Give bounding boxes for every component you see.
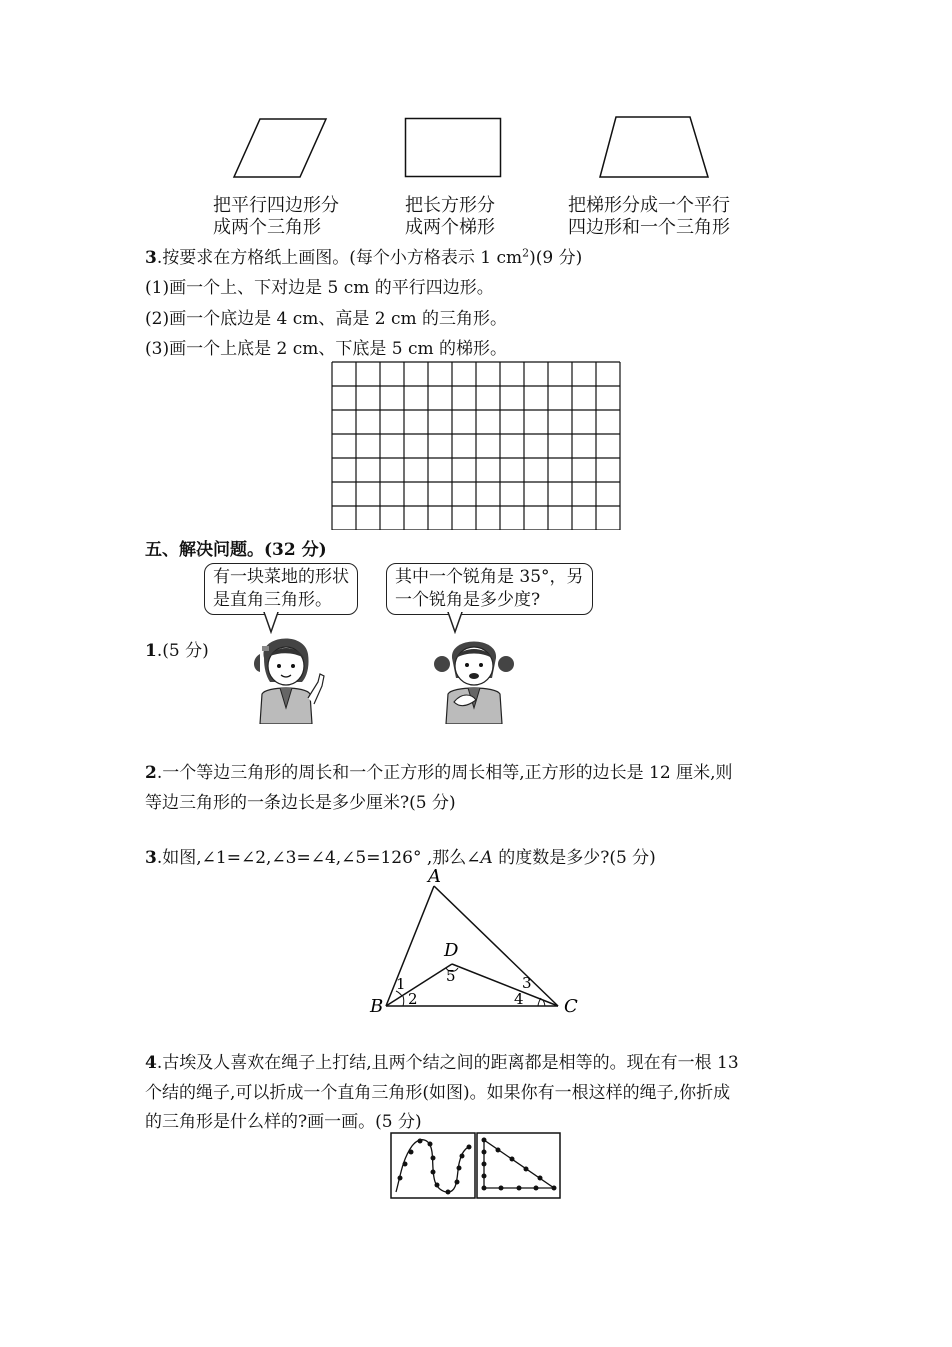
parallelogram-figure [232, 117, 328, 179]
q3-heading: 3.按要求在方格纸上画图。(每个小方格表示 1 $cm^2)(9$ 分) [145, 246, 583, 268]
trapezoid-figure [598, 115, 710, 179]
angle-label-4: 4 [514, 990, 524, 1008]
speech-bubble-right: 其中一个锐角是 35°，另 一个锐角是多少度? [386, 563, 593, 615]
vertex-label-c: C [564, 996, 578, 1017]
vertex-label-d: D [444, 940, 459, 961]
girl-asking-illustration [432, 628, 516, 724]
q3-item-1: (1)画一个上、下对边是 5 cm 的平行四边形。 [145, 278, 494, 298]
q3-item-3: (3)画一个上底是 2 cm、下底是 5 cm 的梯形。 [145, 339, 508, 359]
angle-label-5: 5 [446, 967, 456, 985]
parallelogram-caption: 把平行四边形分 成两个三角形 [213, 195, 339, 238]
square-grid-paper[interactable] [331, 361, 621, 530]
p3-heading: 3.如图,∠1=∠2,∠3=∠4,∠5=126° ,那么∠A 的度数是多少?(5 分) [145, 848, 656, 868]
p1-heading: 1.(5 分) [145, 641, 209, 661]
section5-title: 五、解决问题。(32 分) [145, 540, 327, 560]
knotted-rope-figure [390, 1132, 562, 1200]
rectangle-caption: 把长方形分 成两个梯形 [405, 195, 495, 238]
angle-label-3: 3 [522, 974, 532, 992]
girl-pointing-illustration [248, 628, 326, 724]
angle-label-2: 2 [408, 990, 418, 1008]
triangle-abc-diagram [362, 864, 592, 1020]
rectangle-figure [404, 117, 502, 179]
vertex-label-b: B [370, 996, 384, 1017]
angle-label-1: 1 [396, 975, 406, 993]
p4-line-3: 的三角形是什么样的?画一画。(5 分) [145, 1112, 422, 1132]
speech-bubble-left: 有一块菜地的形状 是直角三角形。 [204, 563, 358, 615]
vertex-label-a: A [428, 866, 441, 887]
q3-item-2: (2)画一个底边是 4 cm、高是 2 cm 的三角形。 [145, 309, 508, 329]
p4-line-2: 个结的绳子,可以折成一个直角三角形(如图)。如果你有一根这样的绳子,你折成 [145, 1083, 731, 1103]
trapezoid-caption: 把梯形分成一个平行 四边形和一个三角形 [568, 195, 730, 238]
p4-line-1: 4.古埃及人喜欢在绳子上打结,且两个结之间的距离都是相等的。现在有一根 13 [145, 1053, 739, 1073]
p2-line-2: 等边三角形的一条边长是多少厘米?(5 分) [145, 793, 456, 813]
p2-line-1: 2.一个等边三角形的周长和一个正方形的周长相等,正方形的边长是 12 厘米,则 [145, 763, 733, 783]
